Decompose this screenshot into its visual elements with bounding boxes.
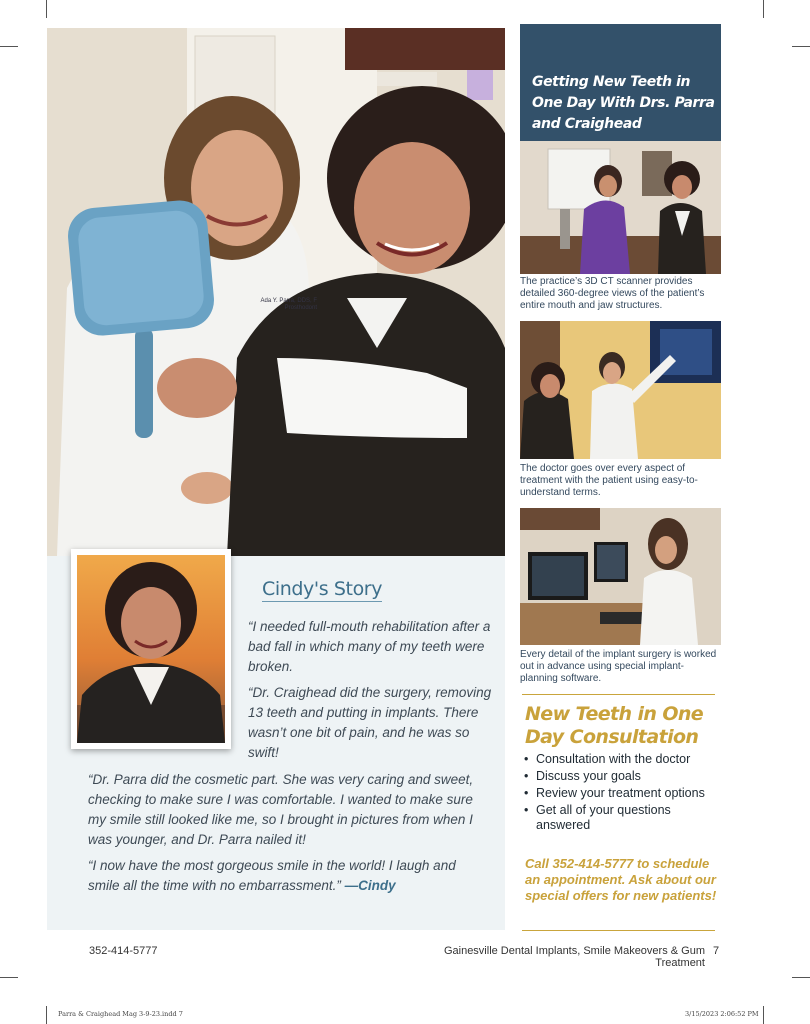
planning-software-photo [520, 508, 721, 645]
consultation-illustration [520, 321, 721, 459]
print-slug-timestamp: 3/15/2023 2:06:52 PM [685, 1010, 759, 1018]
crop-mark [792, 977, 810, 978]
print-slug-file: Parra & Craighead Mag 3-9-23.indd 7 [58, 1010, 183, 1018]
consultation-caption: The doctor goes over every aspect of treatment with the patient using easy-to-understand terms. [520, 463, 698, 498]
cindy-portrait [71, 549, 231, 749]
story-quote-4 [88, 856, 490, 896]
cta-benefits-list [524, 752, 719, 835]
story-quote-4-text: “I now have the most gorgeous smile in the world! I laugh and smile all the time with no embarrassment.” [88, 858, 456, 893]
story-quote-2: “Dr. Craighead did the surgery, removing 13 teeth and putting in implants. There wasn’t one bit of pain, and he was so swift! [248, 685, 492, 760]
ct-scanner-photo [520, 141, 721, 274]
planning-software-illustration [520, 508, 721, 645]
cta-bottom-rule [522, 930, 715, 931]
story-quote-3: “Dr. Parra did the cosmetic part. She was very caring and sweet, checking to make sure I was comfortable. I wanted to make sure my smile still looked like me, so I brought in pictures from when I was younger, and Dr. Parra nailed it! [88, 772, 474, 847]
ct-scanner-illustration [520, 141, 721, 274]
story-heading: Cindy's Story [262, 578, 383, 600]
hero-photo-illustration [47, 28, 505, 556]
cta-list-item: • Review your treatment options [524, 786, 719, 801]
cindy-portrait-illustration [77, 555, 225, 743]
footer-publication: Gainesville Dental Implants, Smile Makeovers & Gum Treatment [443, 945, 705, 969]
cta-top-rule [522, 694, 715, 695]
ct-scanner-caption: The practice’s 3D CT scanner provides detailed 360-degree views of the patient’s entire mouth and jaw structures. [520, 276, 705, 311]
story-signature: —Cindy [344, 878, 396, 893]
consultation-photo [520, 321, 721, 459]
cta-list-item: • Get all of your questions answered [524, 803, 719, 833]
crop-mark [46, 1006, 47, 1024]
cta-list-item: • Consultation with the doctor [524, 752, 719, 767]
story-quote-1: “I needed full-mouth rehabilitation after a bad fall in which many of my teeth were broken. [248, 619, 491, 674]
cta-list-item: • Discuss your goals [524, 769, 719, 784]
cta-call-to-action: Call 352-414-5777 to schedule an appointment. Ask about our special offers for new patients! [525, 856, 717, 903]
crop-mark [763, 1006, 764, 1024]
page-number: 7 [713, 945, 720, 957]
crop-mark [0, 977, 18, 978]
sidebar-title: Getting New Teeth in One Day With Drs. Parra and Craighead [532, 74, 715, 132]
crop-mark [792, 46, 810, 47]
crop-mark [0, 46, 18, 47]
crop-mark [763, 0, 764, 18]
cta-heading: New Teeth in One Day Consultation [525, 703, 704, 748]
footer-phone: 352-414-5777 [89, 945, 158, 957]
hero-photo [47, 28, 505, 556]
planning-software-caption: Every detail of the implant surgery is worked out in advance using special implant-planning software. [520, 649, 717, 684]
name-badge-title: Prosthodont [284, 305, 317, 311]
crop-mark [46, 0, 47, 18]
name-badge-line: Ada Y. Parra, DDS, F [260, 298, 317, 304]
